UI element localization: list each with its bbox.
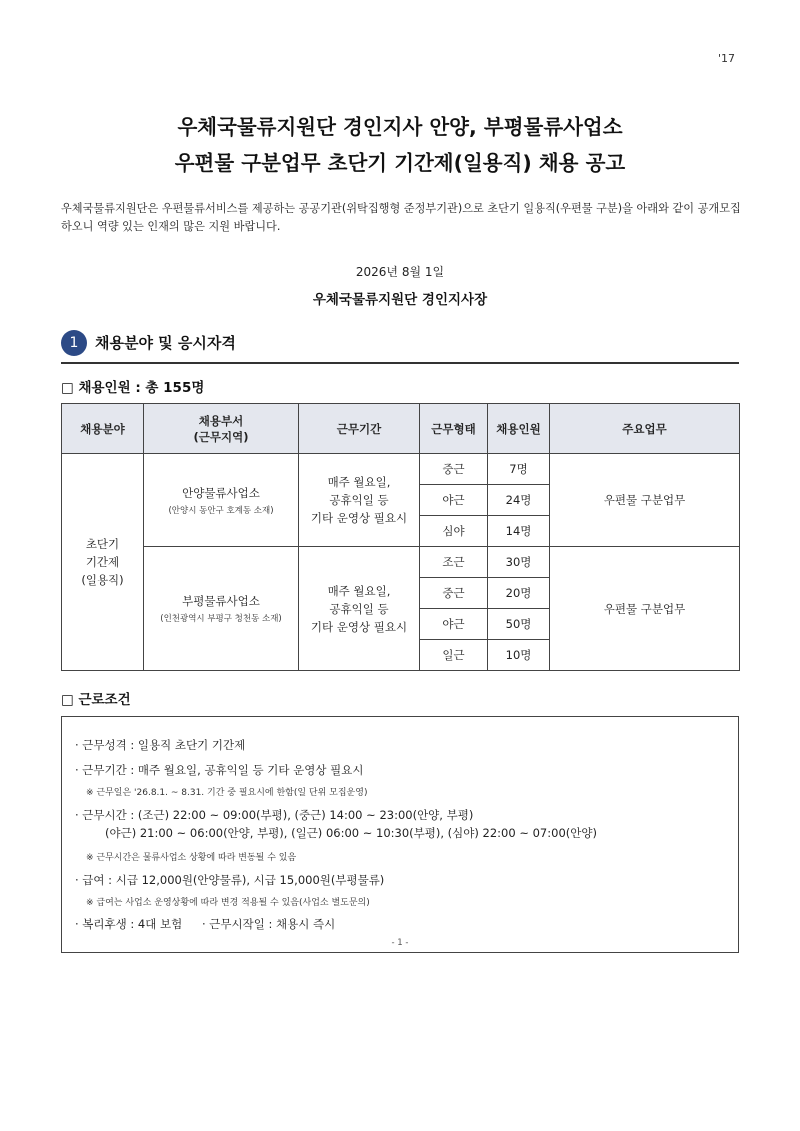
- condition-pay: · 급여 : 시급 12,000원(안양물류), 시급 15,000원(부평물류): [75, 873, 385, 887]
- recruit-heading: □ 채용인원 : 총 155명: [61, 380, 205, 396]
- period-line1: 매주 월요일,: [327, 583, 391, 598]
- dept-name: 부평물류사업소: [182, 594, 260, 608]
- dept-location: (인천광역시 부평구 청천동 소재): [160, 614, 282, 624]
- dept-name: 안양물류사업소: [182, 485, 260, 500]
- condition-period: · 근무기간 : 매주 월요일, 공휴익일 등 기타 운영상 필요시: [75, 763, 364, 777]
- duty-cell-anyang: 우편물 구분업무: [550, 454, 740, 547]
- conditions-box: [61, 716, 739, 953]
- count-cell: 10명: [488, 640, 550, 671]
- field-line2: 기간제: [85, 555, 120, 569]
- table-header-row: [62, 404, 740, 454]
- conditions-heading: □ 근로조건: [61, 692, 131, 708]
- shift-cell: 야근: [420, 485, 488, 516]
- period-line3: 기타 운영상 필요시: [310, 511, 408, 525]
- period-line1: 매주 월요일,: [327, 475, 391, 489]
- count-cell: 30명: [488, 547, 550, 578]
- header-dept: [144, 404, 299, 454]
- header-field: 채용분야: [62, 404, 144, 454]
- count-cell: 14명: [488, 516, 550, 547]
- condition-start: · 근무시작일 : 채용시 즉시: [202, 917, 336, 931]
- condition-nature: · 근무성격 : 일용직 초단기 기간제: [75, 738, 246, 752]
- shift-cell: 야근: [420, 609, 488, 640]
- table-row: [62, 547, 740, 578]
- count-cell: 7명: [488, 454, 550, 485]
- condition-pay-note: ※ 급여는 사업소 운영상황에 따라 변경 적용될 수 있음(사업소 별도문의): [86, 898, 370, 908]
- notice-title-line1: 우체국물류지원단 경인지사 안양, 부평물류사업소: [177, 115, 623, 139]
- dept-cell-bupyeong: [144, 547, 299, 671]
- period-cell-bupyeong: [299, 547, 420, 671]
- shift-cell: 일근: [420, 640, 488, 671]
- page-top-mark: '17: [718, 52, 736, 65]
- header-shift: 근무형태: [420, 404, 488, 454]
- condition-hours-cont: (야근) 21:00 ~ 06:00(안양, 부평), (일근) 06:00 ~ 10:30(부평), (심야) 22:00 ~ 07:00(안양): [105, 826, 597, 840]
- header-duty: 주요업무: [550, 404, 740, 454]
- section-header: [61, 330, 739, 364]
- page-number: - 1 -: [391, 938, 409, 948]
- section-title: 채용분야 및 응시자격: [95, 334, 236, 352]
- dept-cell-anyang: [144, 454, 299, 547]
- field-line3: (일용직): [81, 573, 124, 587]
- intro-paragraph: 우체국물류지원단은 우편물류서비스를 제공하는 공공기관(위탁집행형 준정부기관)으로 초단기 일용직(우편물 구분)을 아래와 같이 공개모집하오니 역량 있는 인재의 많은 지원 바랍니다.: [61, 202, 741, 233]
- count-cell: 50명: [488, 609, 550, 640]
- condition-welfare: · 복리후생 : 4대 보험: [75, 917, 183, 931]
- period-cell-anyang: [299, 454, 420, 547]
- shift-cell: 심야: [420, 516, 488, 547]
- period-line2: 공휴익일 등: [329, 601, 389, 616]
- header-dept-line1: 채용부서: [198, 413, 244, 428]
- period-line3: 기타 운영상 필요시: [310, 619, 408, 634]
- period-line2: 공휴익일 등: [329, 493, 389, 507]
- header-dept-line2: (근무지역): [193, 429, 249, 444]
- header-period: 근무기간: [299, 404, 420, 454]
- issuer-name: 우체국물류지원단 경인지사장: [312, 292, 488, 308]
- header-count: 채용인원: [488, 404, 550, 454]
- shift-cell: 조근: [420, 547, 488, 578]
- notice-date: 2026년 8월 1일: [355, 265, 445, 279]
- shift-cell: 중근: [420, 578, 488, 609]
- condition-period-note: ※ 근무일은 '26.8.1. ~ 8.31. 기간 중 필요시에 한함(일 단위 모집운영): [86, 788, 368, 798]
- field-cell: [62, 454, 144, 671]
- count-cell: 24명: [488, 485, 550, 516]
- recruitment-table: [61, 403, 740, 671]
- field-line1: 초단기: [85, 537, 120, 551]
- dept-location: (안양시 동안구 호계동 소재): [168, 505, 274, 516]
- section-number-badge: 1: [61, 330, 87, 356]
- condition-hours-note: ※ 근무시간은 물류사업소 상황에 따라 변동될 수 있음: [86, 853, 297, 863]
- shift-cell: 중근: [420, 454, 488, 485]
- table-row: [62, 454, 740, 485]
- count-cell: 20명: [488, 578, 550, 609]
- condition-hours: · 근무시간 : (조근) 22:00 ~ 09:00(부평), (중근) 14:00 ~ 23:00(안양, 부평): [75, 808, 474, 822]
- duty-cell-bupyeong: 우편물 구분업무: [550, 547, 740, 671]
- notice-title-line2: 우편물 구분업무 초단기 기간제(일용직) 채용 공고: [174, 151, 626, 175]
